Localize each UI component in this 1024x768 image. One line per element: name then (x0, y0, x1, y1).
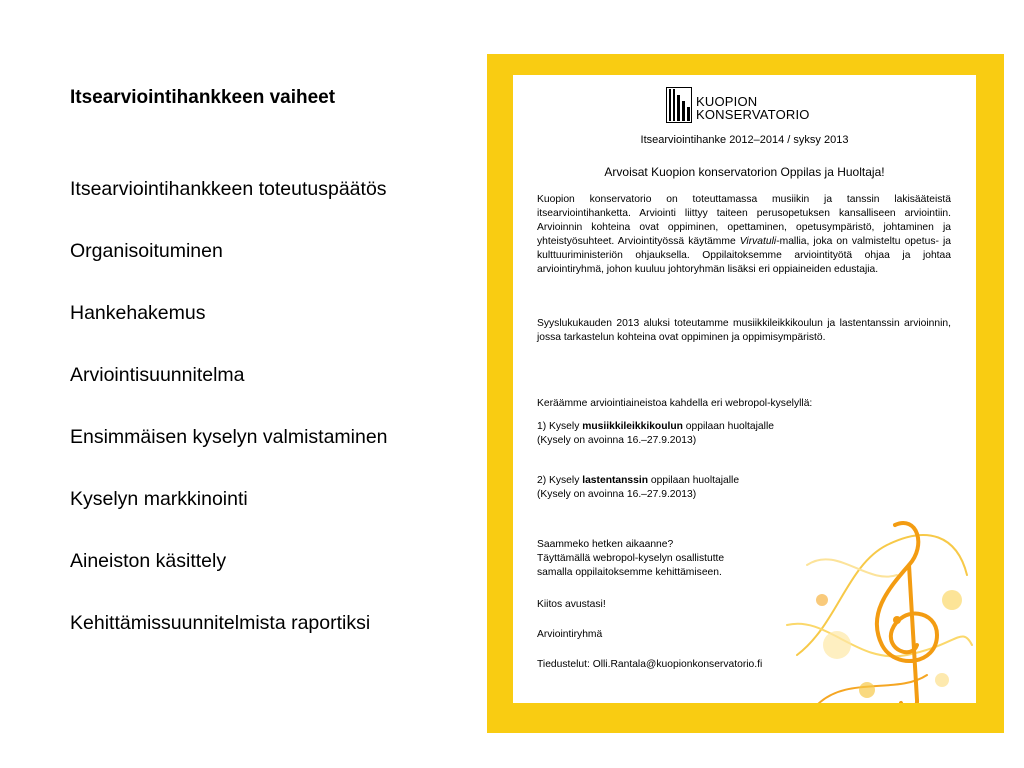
survey-2: 2) Kysely lastentanssin oppilaan huoltajalle (Kysely on avoinna 16.–27.9.2013) (537, 475, 740, 500)
project-subtitle: Itsearviointihanke 2012–2014 / syksy 2013 (640, 134, 849, 146)
ask-line-3: samalla oppilaitoksemme kehittämiseen. (537, 567, 722, 578)
phase-item: Aineiston käsittely (70, 550, 227, 572)
ask-line-2: Täyttämällä webropol-kyselyn osallistutte (537, 553, 725, 564)
phase-item: Kehittämissuunnitelmista raportiksi (70, 612, 371, 634)
poster-greeting: Arvoisat Kuopion konservatorion Oppilas ja Huoltaja! (604, 165, 885, 179)
poster-page (513, 75, 976, 703)
logo-line-2: KONSERVATORIO (696, 107, 810, 122)
contact-info: Tiedustelut: Olli.Rantala@kuopionkonservatorio.fi (537, 659, 763, 670)
phase-item: Organisoituminen (70, 240, 223, 262)
phase-item: Arviointisuunnitelma (70, 364, 245, 386)
conservatory-logo (666, 87, 836, 127)
treble-clef-icon (777, 505, 976, 703)
phase-list (70, 178, 388, 674)
slide-title: Itsearviointihankkeen vaiheet (70, 87, 336, 108)
phase-item: Ensimmäisen kyselyn valmistaminen (70, 426, 388, 448)
phase-item: Hankehakemus (70, 302, 206, 324)
poster-frame (487, 54, 1004, 733)
ask-line-1: Saammeko hetken aikaanne? (537, 539, 674, 550)
survey-2-dates: (Kysely on avoinna 16.–27.9.2013) (537, 489, 697, 500)
logo-line-1: KUOPION (696, 94, 758, 109)
survey-1-dates: (Kysely on avoinna 16.–27.9.2013) (537, 435, 697, 446)
phase-item: Itsearviointihankkeen toteutuspäätös (70, 178, 387, 200)
paragraph-surveys: Keräämme arviointiaineistoa kahdella eri webropol-kyselyllä: (537, 398, 813, 409)
survey-1: 1) Kysely musiikkileikkikoulun oppilaan huoltajalle (Kysely on avoinna 16.–27.9.2013) (537, 421, 774, 446)
piano-keys-icon (666, 87, 692, 123)
paragraph-autumn: Syyslukukauden 2013 aluksi toteutamme musiikkileikkikoulun ja lastentanssin arvioinnin, jossa tarkastelun kohteina ovat oppiminen ja oppimisympäristö. (537, 318, 951, 343)
paragraph-intro: Kuopion konservatorio on toteuttamassa musiikin ja tanssin lakisääteistä itsearviointihanketta. Arviointi liittyy taiteen perusopetuksen kansalliseen arviointiin. Arvioinnin kohteina ovat oppiminen, opettaminen, opetusympäristö, johtaminen ja yhteistyösuhteet. Arviointityössä käytämme Virvatuli-mallia, joka on valmisteltu opetus- ja kulttuuriministeriön ohjauksella. Oppilaitoksemme arviointityötä ohjaa ja johtaa arviointiryhmä, johon kuuluu johtoryhmän lisäksi eri oppiaineiden edustajia. (537, 194, 951, 275)
phase-item: Kyselyn markkinointi (70, 488, 248, 510)
thanks-text: Kiitos avustasi! (537, 599, 606, 610)
team-signature: Arviointiryhmä (537, 629, 603, 640)
